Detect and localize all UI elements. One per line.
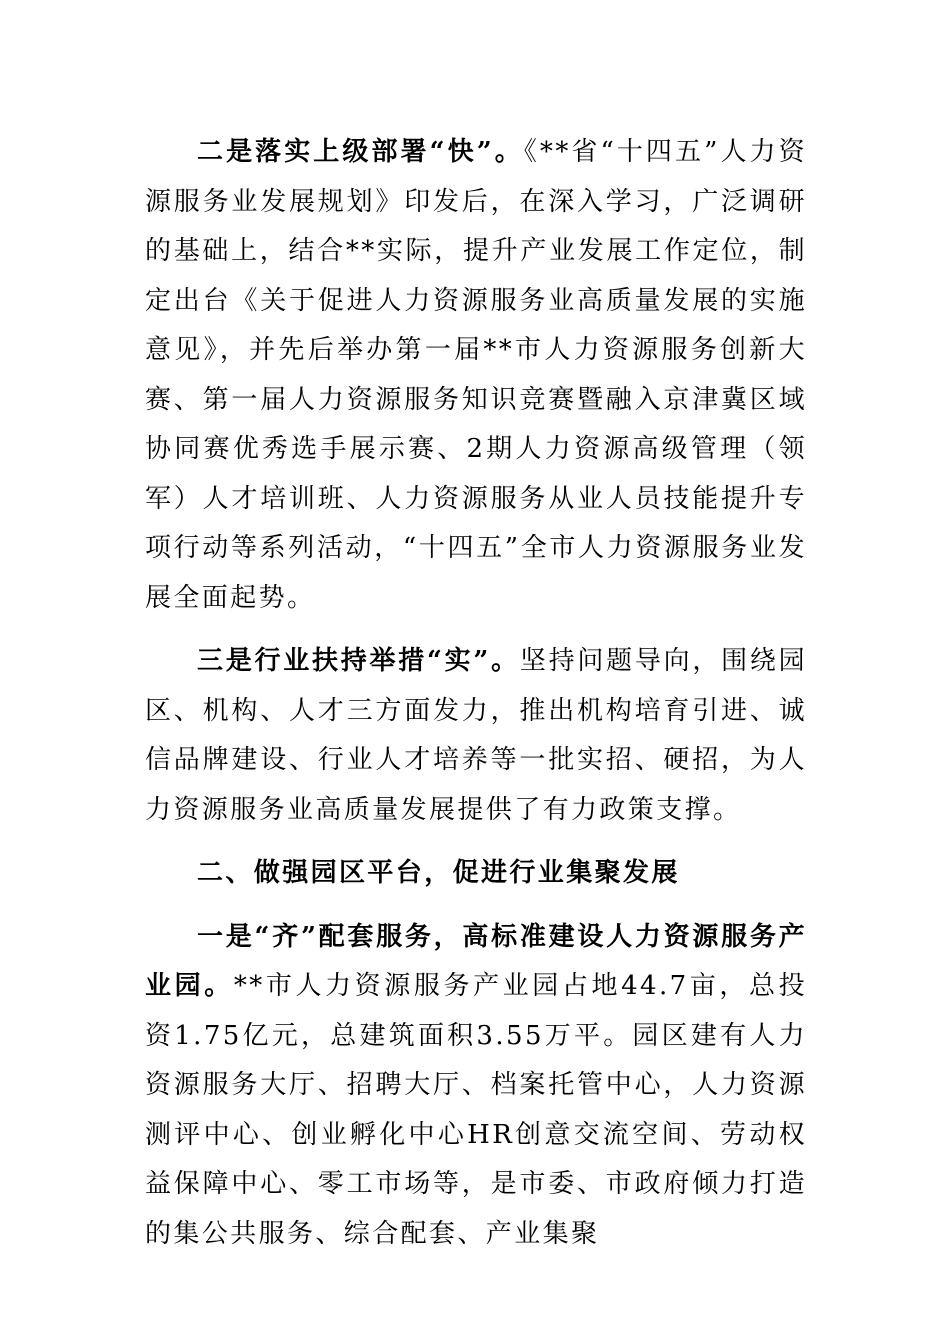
paragraph-deployment bbox=[145, 128, 807, 623]
paragraph-text: **市人力资源服务产业园占地44.7亩，总投资1.75亿元，总建筑面积3.55万平。园区建有人力资源服务大厅、招聘大厅、档案托管中心，人力资源测评中心、创业孵化中心HR创意交流空间、劳动权益保障中心、零工市场等，是市委、市政府倾力打造的集公共服务、综合配套、产业集聚 bbox=[145, 971, 807, 1249]
section-heading: 二、做强园区平台，促进行业集聚发展 bbox=[197, 858, 680, 888]
paragraph-industrial-park bbox=[145, 913, 807, 1260]
paragraph-text: 《**省“十四五”人力资源服务业发展规划》印发后，在深入学习，广泛调研的基础上，结合**实际，提升产业发展工作定位，制定出台《关于促进人力资源服务业高质量发展的实施意见》，并先后举办第一届**市人力资源服务创新大赛、第一届人力资源服务知识竞赛暨融入京津冀区域协同赛优秀选手展示赛、2期人力资源高级管理（领军）人才培训班、人力资源服务从业人员技能提升专项行动等系列活动，“十四五”全市人力资源服务业发展全面起势。 bbox=[145, 137, 807, 613]
paragraph-support-measures bbox=[145, 637, 807, 835]
paragraph-lead: 一是“齐”配套服务，高标准建设人力资源服务产业园。 bbox=[145, 921, 807, 1001]
document-body bbox=[145, 128, 807, 1259]
paragraph-lead: 二是落实上级部署“快”。 bbox=[197, 137, 524, 167]
paragraph-lead: 三是行业扶持举措“实”。 bbox=[197, 646, 520, 676]
paragraph-text: 坚持问题导向，围绕园区、机构、人才三方面发力，推出机构培育引进、诚信品牌建设、行业人才培养等一批实招、硬招，为人力资源服务业高质量发展提供了有力政策支撑。 bbox=[145, 646, 807, 825]
